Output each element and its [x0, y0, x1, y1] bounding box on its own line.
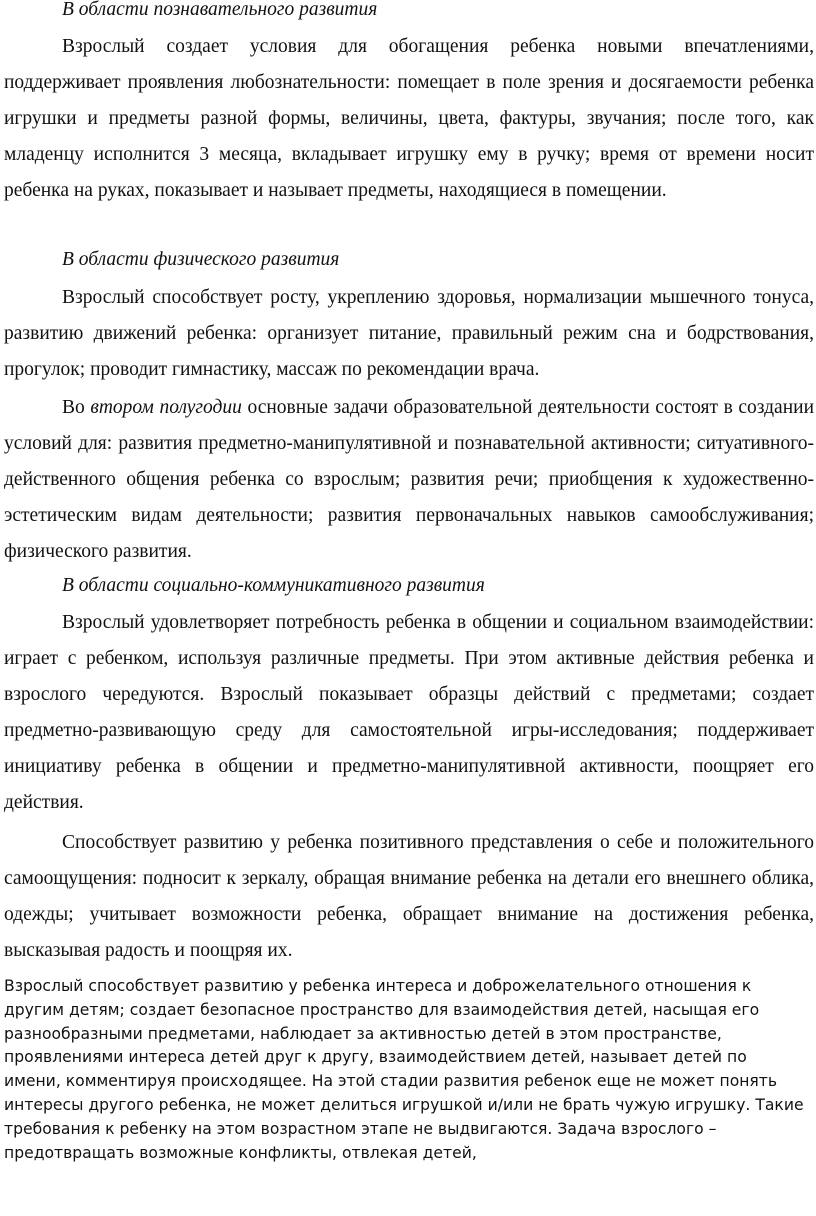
second-half-prefix: Во — [62, 397, 85, 418]
paragraph-social-2: Способствует развитию у ребенка позитивного представления о себе и положительного самоощущения: подносит к зеркалу, обращая внимание ребенка на детали его внешнего облика, одежды; учитывает возможности ребенка, обращает внимание на достижения ребенка, высказывая радость и поощряя их. — [4, 832, 814, 961]
second-half-rest: основные задачи образовательной деятельности состоят в создании условий для: развития предметно-манипулятивной и познавательной активности; ситуативного-действенного общения ребенка со взрослым; развития речи; приобщения к художественно-эстетическим видам деятельности; развития первоначальных навыков самообслуживания; физического развития. — [4, 397, 815, 562]
paragraph-physical: Взрослый способствует росту, укреплению здоровья, нормализации мышечного тонуса, развитию движений ребенка: организует питание, правильный режим сна и бодрствования, прогулок; проводит гимнастику, массаж по рекомендации врача. — [4, 287, 814, 380]
second-half-emphasis: втором полугодии — [90, 397, 242, 418]
heading-physical: В области физического развития — [62, 249, 340, 270]
paragraph-second-half — [4, 390, 814, 570]
heading-cognitive: В области познавательного развития — [62, 0, 378, 20]
paragraph-cognitive: Взрослый создает условия для обогащения ребенка новыми впечатлениями, поддерживает проявления любознательности: помещает в поле зрения и досягаемости ребенка игрушки и предметы разной формы, величины, цвета, фактуры, звучания; после того, как младенцу исполнится 3 месяца, вкладывает игрушку ему в ручку; время от времени носит ребенка на руках, показывает и называет предметы, находящиеся в помещении. — [4, 36, 814, 201]
heading-social: В области социально-коммуникативного развития — [62, 575, 485, 596]
paragraph-social-3: Взрослый способствует развитию у ребенка интереса и доброжелательного отношения к другим детям; создает безопасное пространство для взаимодействия детей, насыщая его разнообразными предметами, наблюдает за активностью детей в этом пространстве, проявлениями интереса детей друг к другу, взаимодействием детей, называет детей по имени, комментируя происходящее. На этой стадии развития ребенок еще не может понять интересы другого ребенка, не может делиться игрушкой и/или не брать чужую игрушку. Такие требования к ребенку на этом возрастном этапе не выдвигаются. Задача взрослого – предотвращать возможные конфликты, отвлекая детей, — [4, 977, 804, 1162]
paragraph-social-1: Взрослый удовлетворяет потребность ребенка в общении и социальном взаимодействии: играет с ребенком, используя различные предметы. При этом активные действия ребенка и взрослого чередуются. Взрослый показывает образцы действий с предметами; создает предметно-развивающую среду для самостоятельной игры-исследования; поддерживает инициативу ребенка в общении и предметно-манипулятивной активности, поощряет его действия. — [4, 612, 814, 813]
